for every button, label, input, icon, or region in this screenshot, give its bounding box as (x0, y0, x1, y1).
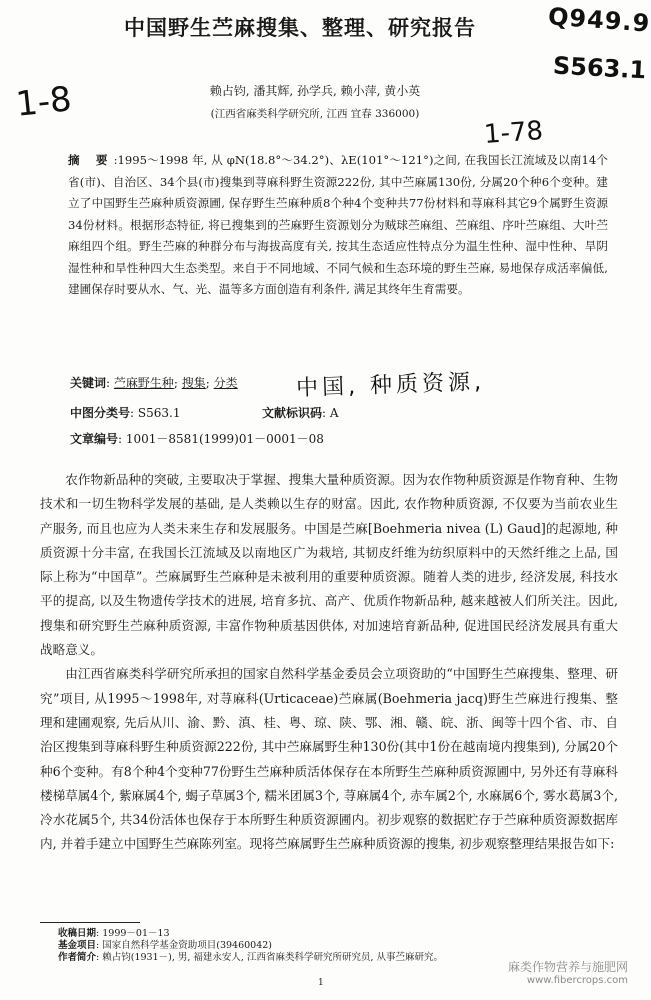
handwritten-class-code: Q949.9 (547, 2, 651, 38)
watermark-url: www.fibercrops.com (526, 975, 628, 986)
keyword-item: 苎麻野生种 (113, 376, 174, 390)
handwritten-pages-note: 1-78 (483, 115, 544, 151)
paper-title: 中国野生苎麻搜集、整理、研究报告 (124, 16, 476, 40)
classification-line (70, 404, 339, 421)
keywords-label: 关键词 (70, 376, 107, 390)
doc-code-value: : A (322, 406, 339, 420)
abstract (68, 150, 608, 301)
footnote-rule (40, 922, 140, 923)
handwritten-class-code-2: S563.1 (552, 51, 647, 85)
clc-label: 中图分类号 (70, 406, 131, 420)
received-label: 收稿日期 (58, 928, 97, 939)
footnote (58, 928, 618, 964)
handwritten-keyword-note: 中国, 种质资源, (295, 369, 486, 402)
keyword-item: 搜集 (181, 376, 206, 390)
author-list: 赖占钧, 潘其辉, 孙学兵, 赖小萍, 黄小英 (209, 84, 421, 98)
clc-value: : S563.1 (130, 406, 181, 420)
article-number-value: : 1001－8581(1999)01－0001－08 (118, 432, 324, 446)
author-bio-value: : 赖占钧(1931－), 男, 福建永安人, 江西省麻类科学研究所研究员, 从事苎麻研究。 (96, 952, 443, 963)
handwritten-page-range: 1-8 (14, 79, 74, 125)
keywords: 关键词: 苎麻野生种; 搜集; 分类 (70, 376, 238, 390)
site-watermark (508, 960, 628, 988)
author-bio-label: 作者简介 (58, 952, 97, 963)
page-number: 1 (318, 978, 324, 988)
body-text (40, 468, 618, 857)
affiliation: (江西省麻类科学研究所, 江西 宜春 336000) (210, 108, 420, 120)
article-number-line (70, 430, 324, 447)
abstract-label: 摘 要 (68, 153, 114, 167)
abstract-text: :1995～1998 年, 从 φN(18.8°～34.2°)、λE(101°～121°)之间, 在我国长江流域及以南14个省(市)、自治区、34个县(市)搜集到荨麻科野生资源222份, 其中苎麻属130份, 分属20个种6个变种。建立了中国野生苎麻种质资源圃, 保存野生苎麻种质8个种4个变种共77份材料和荨麻科其它9个属野生资源34份材料。根据形态特征, 将已搜集到的苎麻野生资源划分为贼球苎麻组、苎麻组、序叶苎麻组、大叶苎麻组四个组。野生苎麻的种群分布与海拔高度有关, 按其生态适应性特点分为温生性种、湿中性种、旱阴湿性种和旱性种四大生态类型。来自于不同地域、不同气候和生态环境的野生苎麻, 易地保存成活率偏低, 建圃保存时要从水、气、光、温等多方面创造有利条件, 满足其终年生育需要。 (68, 153, 608, 296)
body-paragraph: 农作物新品种的突破, 主要取决于掌握、搜集大量种质资源。因为农作物种质资源是作物育种、生物技术和一切生物科学发展的基础, 是人类赖以生存的财富。因此, 农作物种质资源, 不仅要为当前农业生产服务, 而且也应为人类未来生存和发展服务。中国是苎麻[Boehmeria nivea (L) Gaud]的起源地, 种质资源十分丰富, 在我国长江流域及以南地区广为栽培, 其韧皮纤维为纺织原料中的天然纤维之上品, 国际上称为“中国草”。苎麻属野生苎麻种是未被利用的重要种质资源。随着人类的进步, 经济发展, 科技水平的提高, 以及生物遗传学技术的进展, 培育多抗、高产、优质作物新品种, 越来越被人们所关注。因此, 搜集和研究野生苎麻种质资源, 丰富作物种质基因供体, 对加速培育新品种, 促进国民经济发展具有重大战略意义。 (40, 472, 618, 658)
doc-code-label: 文献标识码 (262, 406, 323, 420)
received-value: : 1999－01－13 (96, 928, 170, 939)
keyword-item: 分类 (213, 376, 238, 390)
article-number-label: 文章编号 (70, 432, 119, 446)
fund-value: : 国家自然科学基金资助项目(39460042) (96, 940, 273, 951)
watermark-name: 麻类作物营养与施肥网 (507, 960, 628, 974)
body-paragraph: 由江西省麻类科学研究所承担的国家自然科学基金委员会立项资助的“中国野生苎麻搜集、整理、研究”项目, 从1995～1998年, 对荨麻科(Urticaceae)苎麻属(Boehmeria jacq)野生苎麻进行搜集、整理和建圃观察, 先后从川、渝、黔、滇、桂、粤、琼、陕、鄂、湘、赣、皖、浙、闽等十四个省、市、自治区搜集到荨麻科野生种质资源222份, 其中苎麻属野生种130份(其中1份在越南境内搜集到), 分属20个种6个变种。有8个种4个变种77份野生苎麻种质活体保存在本所野生苎麻种质资源圃中, 另外还有荨麻科楼梯草属4个, 紫麻属4个, 蝎子草属3个, 糯米团属3个, 荨麻属4个, 赤车属2个, 水麻属6个, 雾水葛属3个, 冷水花属5个, 共34份活体也保存于本所野生种质资源圃内。初步观察的数据贮存于苎麻种质资源数据库内, 并着手建立中国野生苎麻陈列室。现将苎麻属野生苎麻种质资源的搜集, 初步观察整理结果报告如下: (40, 666, 618, 852)
fund-label: 基金项目 (58, 940, 97, 951)
